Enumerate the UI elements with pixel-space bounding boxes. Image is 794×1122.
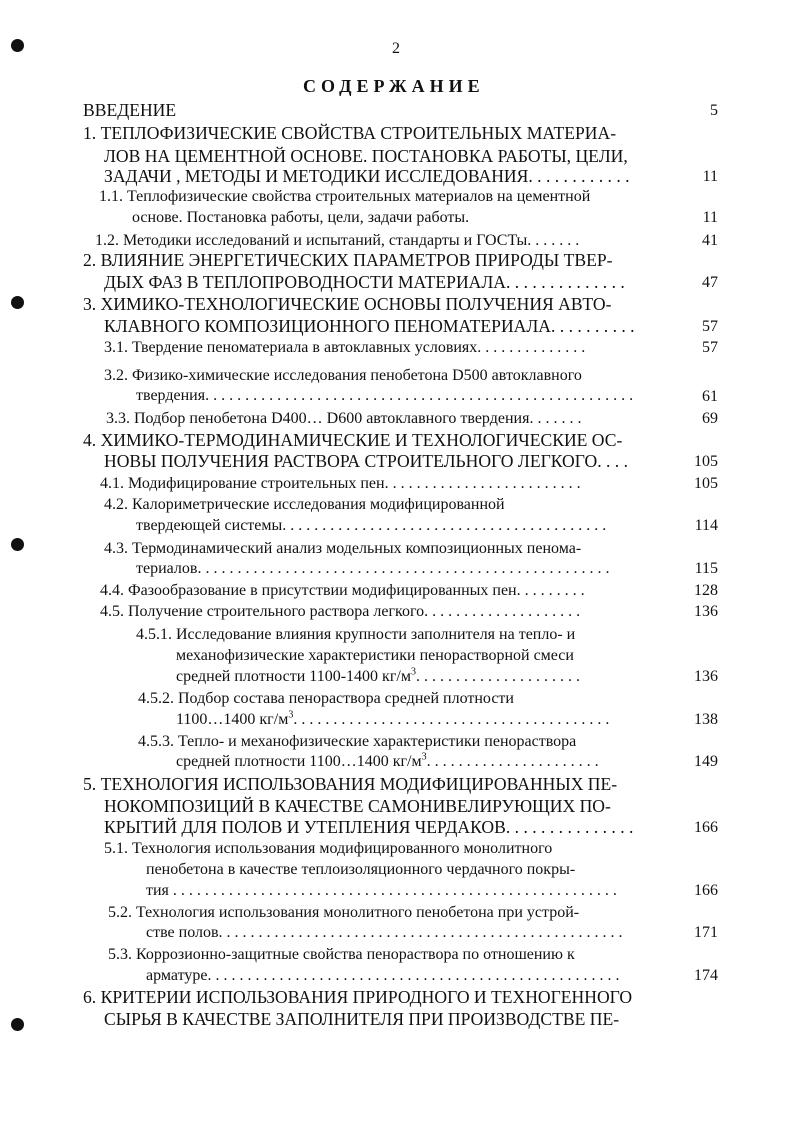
toc-page-section-5-2: 171 xyxy=(694,924,718,941)
page-number: 2 xyxy=(392,40,400,57)
toc-subsection-4-5-1-leader: . . . . . . . . . . . . . . . . . . . . . xyxy=(415,668,580,685)
binder-hole-2 xyxy=(11,296,24,309)
toc-subsection-4-5-3-line-2 xyxy=(176,753,599,771)
toc-page-section-5-1: 166 xyxy=(694,882,718,899)
toc-subsection-4-5-3-sup: 3 xyxy=(421,751,427,763)
toc-chapter-2-line-1: 2. ВЛИЯНИЕ ЭНЕРГЕТИЧЕСКИХ ПАРАМЕТРОВ ПРИРОДЫ ТВЕР- xyxy=(83,250,613,270)
toc-chapter-5-line-2: НОКОМПОЗИЦИЙ В КАЧЕСТВЕ САМОНИВЕЛИРУЮЩИХ ПО- xyxy=(104,796,611,816)
toc-chapter-5-line-1: 5. ТЕХНОЛОГИЯ ИСПОЛЬЗОВАНИЯ МОДИФИЦИРОВАННЫХ ПЕ- xyxy=(83,774,618,794)
toc-page-section-5-3: 174 xyxy=(694,967,718,984)
toc-section-3-2-line-2: твердения. . . . . . . . . . . . . . . . . . . . . . . . . . . . . . . . . . . . . . . . . . . . . . . . . . . . . . xyxy=(136,387,634,404)
toc-section-1-1-line-2: основе. Постановка работы, цели, задачи работы. xyxy=(132,209,470,226)
toc-section-1-2: 1.2. Методики исследований и испытаний, стандарты и ГОСТы. . . . . . . xyxy=(95,232,580,249)
binder-hole-4 xyxy=(11,1018,24,1031)
toc-page-section-3-1: 57 xyxy=(702,339,718,356)
toc-section-4-4: 4.4. Фазообразование в присутствии модифицированных пен. . . . . . . . . xyxy=(100,582,585,599)
toc-page-chapter-5: 166 xyxy=(694,819,718,836)
toc-chapter-4-line-2: НОВЫ ПОЛУЧЕНИЯ РАСТВОРА СТРОИТЕЛЬНОГО ЛЕГКОГО. . . . xyxy=(104,451,628,471)
toc-subsection-4-5-1-text: средней плотности 1100-1400 кг/м xyxy=(176,668,411,685)
toc-subsection-4-5-2-leader: . . . . . . . . . . . . . . . . . . . . . . . . . . . . . . . . . . . . . . . . xyxy=(293,711,610,728)
toc-section-5-2-line-2: стве полов. . . . . . . . . . . . . . . . . . . . . . . . . . . . . . . . . . . . . . . . . . . . . . . . . . . xyxy=(146,924,623,941)
toc-chapter-2-line-2: ДЫХ ФАЗ В ТЕПЛОПРОВОДНОСТИ МАТЕРИАЛА. . . . . . . . . . . . . . xyxy=(104,272,625,292)
toc-chapter-6-line-2: СЫРЬЯ В КАЧЕСТВЕ ЗАПОЛНИТЕЛЯ ПРИ ПРОИЗВОДСТВЕ ПЕ- xyxy=(104,1009,620,1029)
toc-subsection-4-5-3-line-1: 4.5.3. Тепло- и механофизические характеристики пенораствора xyxy=(138,733,577,750)
toc-section-3-2-line-1: 3.2. Физико-химические исследования пенобетона D500 автоклавного xyxy=(104,367,582,384)
toc-subsection-4-5-3-text: средней плотности 1100…1400 кг/м xyxy=(176,753,422,770)
toc-page-chapter-3: 57 xyxy=(702,318,718,335)
toc-section-5-1-line-2: пенобетона в качестве теплоизоляционного чердачного покры- xyxy=(146,861,576,878)
toc-section-3-1: 3.1. Твердение пеноматериала в автоклавных условиях. . . . . . . . . . . . . . xyxy=(104,339,586,356)
toc-subsection-4-5-1-line-3 xyxy=(176,668,580,686)
toc-page-section-4-1: 105 xyxy=(694,475,718,492)
toc-page-section-4-4: 128 xyxy=(694,582,718,599)
toc-page-chapter-1: 11 xyxy=(702,168,718,185)
toc-chapter-3-line-2: КЛАВНОГО КОМПОЗИЦИОННОГО ПЕНОМАТЕРИАЛА. . . . . . . . . . xyxy=(104,316,635,336)
toc-chapter-3-line-1: 3. ХИМИКО-ТЕХНОЛОГИЧЕСКИЕ ОСНОВЫ ПОЛУЧЕНИЯ АВТО- xyxy=(83,294,612,314)
toc-subsection-4-5-1-line-2: механофизические характеристики пенорастворной смеси xyxy=(176,647,574,664)
toc-section-1-1-line-1: 1.1. Теплофизические свойства строительных материалов на цементной xyxy=(99,188,591,205)
toc-chapter-6-line-1: 6. КРИТЕРИИ ИСПОЛЬЗОВАНИЯ ПРИРОДНОГО И ТЕХНОГЕННОГО xyxy=(83,987,633,1007)
toc-page-section-4-2: 114 xyxy=(694,517,718,534)
toc-section-3-3: 3.3. Подбор пенобетона D400… D600 автоклавного твердения. . . . . . . xyxy=(106,410,582,427)
toc-subsection-4-5-1-line-1: 4.5.1. Исследование влияния крупности заполнителя на тепло- и xyxy=(136,626,576,643)
toc-entry-intro: ВВЕДЕНИЕ xyxy=(83,100,177,120)
toc-section-4-2-line-1: 4.2. Калориметрические исследования модифицированной xyxy=(104,496,505,513)
toc-section-5-1-line-3: тия . . . . . . . . . . . . . . . . . . . . . . . . . . . . . . . . . . . . . . . . . . . . . . . . . . . . . . . . xyxy=(146,882,617,899)
toc-chapter-4-line-1: 4. ХИМИКО-ТЕРМОДИНАМИЧЕСКИЕ И ТЕХНОЛОГИЧЕСКИЕ ОС- xyxy=(83,430,623,450)
toc-chapter-1-line-2: ЛОВ НА ЦЕМЕНТНОЙ ОСНОВЕ. ПОСТАНОВКА РАБОТЫ, ЦЕЛИ, xyxy=(104,146,628,166)
toc-section-4-1: 4.1. Модифицирование строительных пен. . . . . . . . . . . . . . . . . . . . . . . . . xyxy=(100,475,581,492)
toc-subsection-4-5-3-leader: . . . . . . . . . . . . . . . . . . . . . . xyxy=(426,753,599,770)
toc-page-section-4-5: 136 xyxy=(694,603,718,620)
toc-section-5-3-line-1: 5.3. Коррозионно-защитные свойства пенораствора по отношению к xyxy=(108,946,575,963)
toc-subsection-4-5-2-line-2 xyxy=(176,711,609,729)
toc-section-5-1-line-1: 5.1. Технология использования модифицированного монолитного xyxy=(104,840,553,857)
toc-section-5-3-line-2: арматуре. . . . . . . . . . . . . . . . . . . . . . . . . . . . . . . . . . . . . . . . . . . . . . . . . . . . xyxy=(146,967,620,984)
toc-page-section-1-2: 41 xyxy=(702,232,718,249)
toc-chapter-1-line-3: ЗАДАЧИ , МЕТОДЫ И МЕТОДИКИ ИССЛЕДОВАНИЯ. . . . . . . . . . . . xyxy=(104,166,630,186)
toc-section-5-2-line-1: 5.2. Технология использования монолитного пенобетона при устрой- xyxy=(108,904,580,921)
toc-page-subsection-4-5-2: 138 xyxy=(694,711,718,728)
toc-page-section-4-3: 115 xyxy=(694,560,718,577)
toc-subsection-4-5-2-line-1: 4.5.2. Подбор состава пенораствора средней плотности xyxy=(138,690,514,707)
toc-subsection-4-5-2-text: 1100…1400 кг/м xyxy=(176,711,289,728)
toc-page-chapter-2: 47 xyxy=(702,274,718,291)
toc-chapter-5-line-3: КРЫТИЙ ДЛЯ ПОЛОВ И УТЕПЛЕНИЯ ЧЕРДАКОВ. . . . . . . . . . . . . . . xyxy=(104,817,634,837)
toc-page-section-3-3: 69 xyxy=(702,410,718,427)
toc-subsection-4-5-1-sup: 3 xyxy=(410,666,416,678)
toc-page-subsection-4-5-3: 149 xyxy=(694,753,718,770)
page-title: СОДЕРЖАНИЕ xyxy=(303,76,485,96)
binder-hole-3 xyxy=(11,538,24,551)
toc-page-section-3-2: 61 xyxy=(702,388,718,405)
toc-page-intro: 5 xyxy=(710,102,718,119)
toc-subsection-4-5-2-sup: 3 xyxy=(288,709,294,721)
toc-page-subsection-4-5-1: 136 xyxy=(694,668,718,685)
toc-section-4-3-line-2: териалов. . . . . . . . . . . . . . . . . . . . . . . . . . . . . . . . . . . . . . . . . . . . . . . . . . . . xyxy=(136,560,610,577)
toc-section-4-3-line-1: 4.3. Термодинамический анализ модельных композиционных пенома- xyxy=(104,540,582,557)
binder-hole-1 xyxy=(11,39,24,52)
toc-page-chapter-4: 105 xyxy=(694,453,718,470)
toc-chapter-1-line-1: 1. ТЕПЛОФИЗИЧЕСКИЕ СВОЙСТВА СТРОИТЕЛЬНЫХ МАТЕРИА- xyxy=(83,123,617,143)
toc-section-4-2-line-2: твердеющей системы. . . . . . . . . . . . . . . . . . . . . . . . . . . . . . . . . . . . . . . . . xyxy=(136,517,607,534)
toc-section-4-5: 4.5. Получение строительного раствора легкого. . . . . . . . . . . . . . . . . . . . xyxy=(100,603,581,620)
toc-page-section-1-1: 11 xyxy=(702,209,718,226)
